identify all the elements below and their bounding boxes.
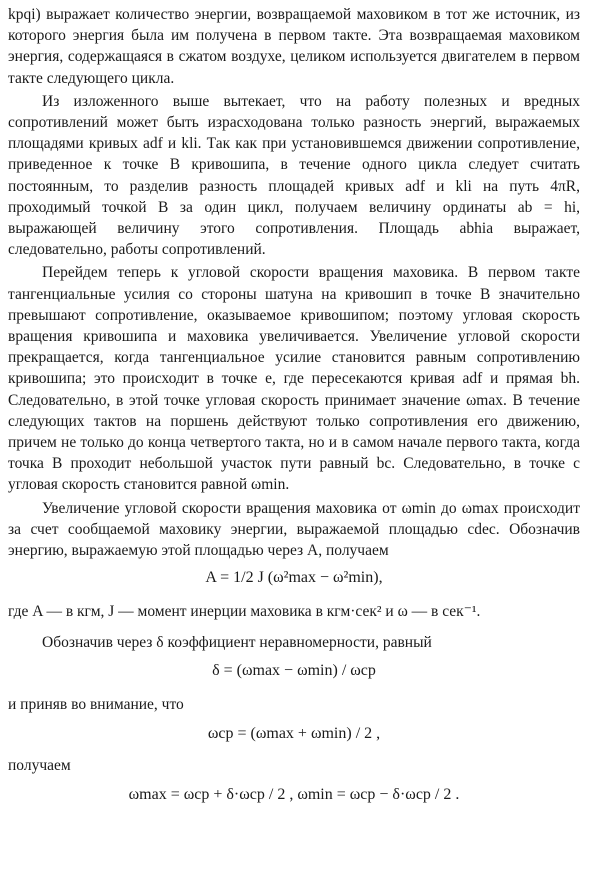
formula-omega-mean-text: ωср = (ωmax + ωmin) / 2 , xyxy=(207,724,381,742)
formula-delta xyxy=(8,662,580,680)
paragraph-4-text: Увеличение угловой скорости вращения маховика от ωmin до ωmax происходит за счет сообщаемой маховику энергии, выражаемой площадью cdec. Обозначив энергию, выражаемую этой площадью через A, получаем xyxy=(8,499,580,560)
paragraph-3 xyxy=(8,262,580,495)
paragraph-8 xyxy=(8,755,580,776)
paragraph-5-text: где A — в кгм, J — момент инерции маховика в кгм·сек² и ω — в сек⁻¹. xyxy=(8,603,481,621)
formula-energy-text: A = 1/2 J (ω²max − ω²min), xyxy=(205,569,383,587)
formula-omega-max-min-text: ωmax = ωср + δ·ωср / 2 , ωmin = ωср − δ·ωср / 2 . xyxy=(128,786,460,804)
paragraph-6 xyxy=(8,632,580,653)
paragraph-8-text: получаем xyxy=(8,756,71,774)
paragraph-2 xyxy=(8,91,580,261)
formula-omega-max-min xyxy=(8,786,580,804)
paragraph-7-text: и приняв во внимание, что xyxy=(8,695,184,713)
paragraph-6-text: Обозначив через δ коэффициент неравномерности, равный xyxy=(42,634,432,652)
paragraph-2-text: Из изложенного выше вытекает, что на работу полезных и вредных сопротивлений может быть израсходована только разность энергий, выражаемых площадями кривых adf и kli. Так как при установившемся движении сопротивление, приведенное к точке B кривошипа, в течение одного цикла следует считать постоянным, то разделив разность площадей кривых adf и kli на путь 4πR, проходимый точкой B за один цикл, получаем величину ординаты ab = hi, выражающей величину этого сопротивления. Площадь abhia выражает, следовательно, работы сопротивлений. xyxy=(8,92,580,259)
paragraph-3-text: Перейдем теперь к угловой скорости вращения маховика. В первом такте тангенциальные усилия со стороны шатуна на кривошип в точке B значительно превышают сопротивление, оказываемое кривошипом; поэтому угловая скорость вращения кривошипа и маховика увеличивается. Увеличение угловой скорости прекращается, когда тангенциальное усилие становится равным сопротивлению кривошипа; это происходит в точке e, где пересекаются кривая adf и прямая bh. Следовательно, в этой точке угловая скорость принимает значение ωmax. В течение следующих тактов на поршень действуют только сопротивления его движению, причем не только до конца четвертого такта, но и в самом начале первого такта, когда точка B проходит небольшой участок пути равный bc. Следовательно, в точке c угловая скорость становится равной ωmin. xyxy=(8,264,580,494)
formula-omega-mean xyxy=(8,725,580,743)
document-page xyxy=(8,4,580,804)
paragraph-4 xyxy=(8,498,580,562)
paragraph-5 xyxy=(8,601,580,622)
formula-energy xyxy=(8,569,580,587)
paragraph-1 xyxy=(8,4,580,89)
formula-delta-text: δ = (ωmax − ωmin) / ωср xyxy=(212,661,376,679)
paragraph-1-text: kpqi) выражает количество энергии, возвращаемой маховиком в тот же источник, из которого энергия была им получена в первом такте. Эта возвращаемая маховиком энергия, содержащаяся в сжатом воздухе, целиком используется двигателем в первом такте следующего цикла. xyxy=(8,6,580,87)
paragraph-7 xyxy=(8,694,580,715)
